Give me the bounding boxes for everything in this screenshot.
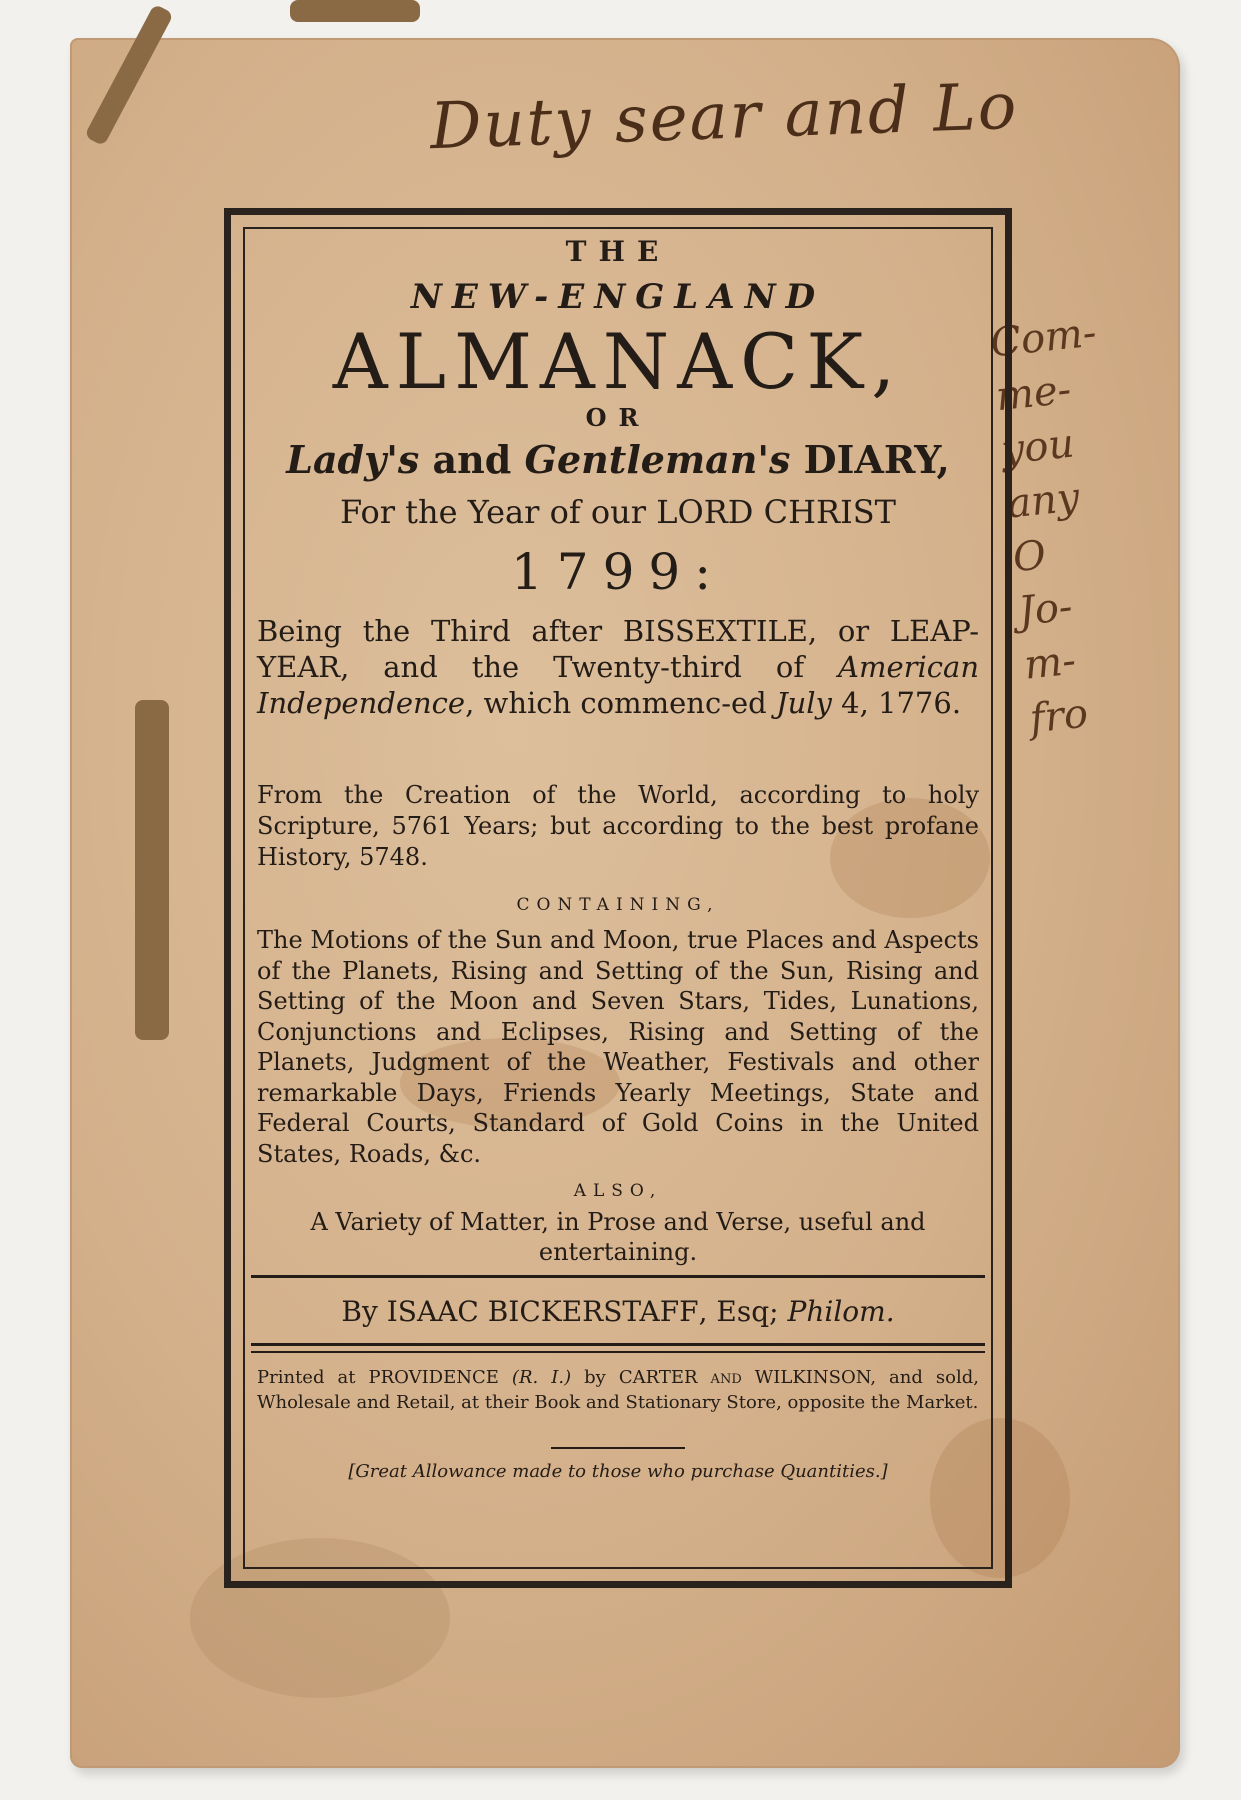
title-the: THE — [565, 235, 671, 268]
allowance-note: [Great Allowance made to those who purchase Quantities.] — [348, 1461, 888, 1482]
title-for-year: For the Year of our LORD CHRIST — [339, 493, 896, 531]
title-diary — [231, 437, 1005, 482]
imprint-by: by — [584, 1367, 619, 1388]
short-rule — [551, 1447, 685, 1449]
being-text-5: , and the Twenty-third of — [340, 650, 839, 684]
imprint-printers: CARTER and WILKINSON, — [618, 1367, 877, 1388]
title-diary-word: DIARY, — [790, 437, 950, 482]
creation-paragraph: From the Creation of the World, according to holy Scripture, 5761 Years; but according to the best profane History, 5748. — [257, 781, 979, 871]
imprint-sold: and sold, Wholesale and Retail, at their Book and Stationary Store, opposite the Market. — [257, 1367, 979, 1413]
author-by: By — [341, 1295, 387, 1328]
being-text-7: , which commenc-ed — [465, 686, 776, 720]
author-name: ISAAC BICKERSTAFF — [386, 1295, 699, 1328]
being-leap-year: LEAP-YEAR — [257, 614, 979, 684]
being-text-9: 4, 1776. — [831, 686, 962, 720]
author-line — [231, 1295, 1005, 1328]
imprint-ri: (R. I.) — [498, 1367, 585, 1388]
rule-below-author-1 — [251, 1343, 985, 1346]
being-american-independence: American Independence — [257, 650, 979, 720]
binding-string-stitch — [135, 700, 169, 1040]
also-heading: ALSO, — [573, 1181, 663, 1201]
author-philom: Philom. — [787, 1295, 895, 1328]
imprint-providence: PROVIDENCE — [368, 1367, 499, 1388]
title-diary-and: and — [419, 437, 525, 482]
being-bissextile: BISSEXTILE — [622, 614, 808, 648]
contents-paragraph: The Motions of the Sun and Moon, true Places and Aspects of the Planets, Rising and Setting of the Sun, Rising and Setting of the Moon and Seven Stars, Tides, Lunations, Conjunctions and Eclipses, Rising and Setting of the Planets, Judgment of the Weather, Festivals and other remarkable Days, Friends Yearly Meetings, State and Federal Courts, Standard of Gold Coins in the United States, Roads, &c. — [257, 926, 979, 1168]
title-new-england: NEW-ENGLAND — [410, 277, 826, 317]
title-year: 1799: — [510, 543, 726, 601]
binding-string-knot — [290, 0, 420, 22]
title-page-frame — [224, 208, 1012, 1588]
title-or: OR — [585, 403, 651, 432]
being-july: July — [775, 686, 832, 720]
imprint-paragraph — [257, 1365, 979, 1415]
handwritten-inscription: Duty sear and Lo — [428, 69, 1020, 165]
handwritten-margin-note: Com- me- you any O Jo- m- fro — [988, 309, 1099, 743]
rule-below-author-2 — [251, 1351, 985, 1353]
imprint-printed-at: Printed at — [257, 1367, 369, 1388]
rule-above-author — [251, 1275, 985, 1278]
title-diary-gentleman: Gentleman's — [524, 437, 791, 482]
being-text-1: Being the Third after — [257, 614, 623, 648]
being-text-3: , or — [807, 614, 890, 648]
author-esq: , Esq; — [698, 1295, 788, 1328]
being-paragraph — [257, 613, 979, 721]
variety-paragraph: A Variety of Matter, in Prose and Verse, useful and entertaining. — [310, 1208, 926, 1266]
title-almanack: ALMANACK, — [332, 317, 904, 406]
title-diary-lady: Lady's — [286, 437, 420, 482]
containing-heading: CONTAINING, — [516, 895, 720, 915]
